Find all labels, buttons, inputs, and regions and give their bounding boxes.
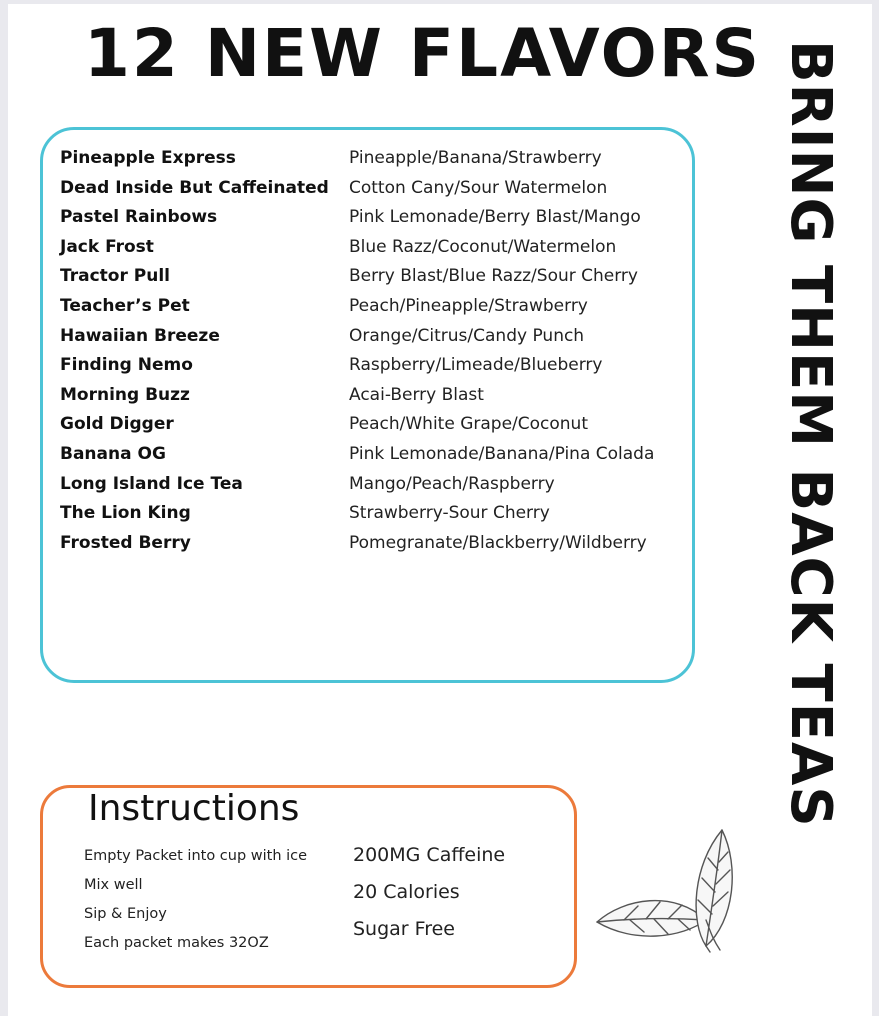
flavor-ingredients: Pomegranate/Blackberry/Wildberry bbox=[349, 532, 647, 553]
side-title: BRING THEM BACK TEAS bbox=[778, 40, 843, 828]
flavor-ingredients: Raspberry/Limeade/Blueberry bbox=[349, 355, 603, 376]
flavor-row bbox=[60, 350, 700, 380]
flavor-row bbox=[60, 173, 700, 203]
flavor-ingredients: Peach/White Grape/Coconut bbox=[349, 414, 588, 435]
flavor-name: Long Island Ice Tea bbox=[60, 473, 243, 494]
flavor-row bbox=[60, 469, 700, 499]
flavor-ingredients: Pink Lemonade/Berry Blast/Mango bbox=[349, 207, 641, 228]
flavor-name: Hawaiian Breeze bbox=[60, 325, 220, 346]
sugar-fact: Sugar Free bbox=[353, 918, 455, 940]
instructions-title: Instructions bbox=[88, 788, 300, 829]
flavor-ingredients: Mango/Peach/Raspberry bbox=[349, 473, 555, 494]
flavor-ingredients: Pink Lemonade/Banana/Pina Colada bbox=[349, 444, 655, 464]
flavor-ingredients: Cotton Cany/Sour Watermelon bbox=[349, 177, 608, 198]
flavor-ingredients: Acai-Berry Blast bbox=[349, 384, 484, 405]
flavor-row bbox=[60, 409, 700, 439]
flavor-name: The Lion King bbox=[60, 503, 191, 524]
flavor-ingredients: Berry Blast/Blue Razz/Sour Cherry bbox=[349, 266, 638, 287]
flavor-name: Pineapple Express bbox=[60, 148, 236, 168]
flavor-name: Dead Inside But Caffeinated bbox=[60, 177, 329, 198]
flavor-row bbox=[60, 232, 700, 262]
flavor-row bbox=[60, 498, 700, 528]
flavor-ingredients: Strawberry-Sour Cherry bbox=[349, 503, 550, 524]
calories-fact: 20 Calories bbox=[353, 881, 460, 903]
instruction-step: Sip & Enjoy bbox=[84, 906, 167, 922]
flavor-name: Morning Buzz bbox=[60, 384, 190, 405]
flavor-row bbox=[60, 143, 700, 173]
flavor-name: Banana OG bbox=[60, 444, 166, 464]
instruction-step: Mix well bbox=[84, 877, 143, 893]
flavor-name: Pastel Rainbows bbox=[60, 207, 218, 228]
flavor-name: Gold Digger bbox=[60, 414, 174, 435]
flavor-name: Finding Nemo bbox=[60, 355, 193, 376]
page-title: 12 NEW FLAVORS bbox=[84, 15, 762, 92]
flavor-row bbox=[60, 380, 700, 410]
flavor-ingredients: Peach/Pineapple/Strawberry bbox=[349, 296, 588, 316]
flavor-row bbox=[60, 291, 700, 321]
flavor-row bbox=[60, 528, 700, 558]
flavor-name: Jack Frost bbox=[60, 236, 154, 257]
flavor-name: Frosted Berry bbox=[60, 532, 191, 553]
flavor-row bbox=[60, 202, 700, 232]
tea-leaves-icon bbox=[594, 826, 744, 956]
flavor-ingredients: Pineapple/Banana/Strawberry bbox=[349, 148, 602, 168]
instruction-step: Each packet makes 32OZ bbox=[84, 935, 269, 951]
flavor-ingredients: Orange/Citrus/Candy Punch bbox=[349, 325, 585, 346]
flavor-name: Tractor Pull bbox=[60, 266, 170, 287]
flavor-ingredients: Blue Razz/Coconut/Watermelon bbox=[349, 236, 617, 257]
flavor-row bbox=[60, 321, 700, 351]
flavor-name: Teacher’s Pet bbox=[60, 296, 190, 316]
flavor-row bbox=[60, 439, 700, 469]
caffeine-fact: 200MG Caffeine bbox=[353, 844, 506, 866]
instruction-step: Empty Packet into cup with ice bbox=[84, 848, 308, 864]
flavor-row bbox=[60, 261, 700, 291]
